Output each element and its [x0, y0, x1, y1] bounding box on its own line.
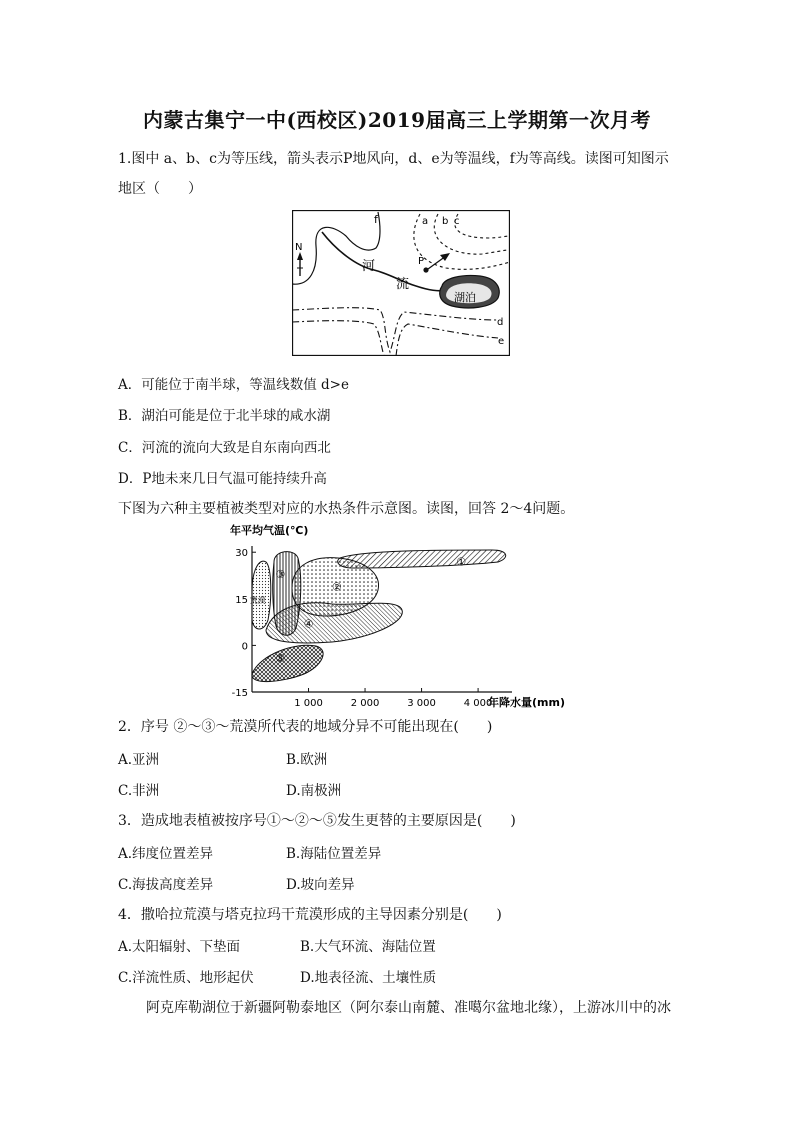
- q1-option-a: A．可能位于南半球，等温线数值 d>e: [118, 377, 349, 393]
- region-label: ①: [456, 555, 467, 569]
- y-tick-label: -15: [231, 688, 248, 699]
- map-label-b: b: [442, 216, 449, 227]
- chart-ylabel: 年平均气温(℃): [230, 524, 309, 537]
- q4-option-c: C.洋流性质、地形起伏: [118, 970, 254, 986]
- region-label: 荒漠: [249, 595, 266, 605]
- q1-stem-line2: 地区（ ）: [118, 181, 202, 197]
- region-5-shape: [252, 645, 323, 681]
- q2-option-c: C.非洲: [118, 783, 160, 799]
- map-label-f: f: [374, 213, 378, 226]
- y-tick-label: 30: [235, 548, 248, 560]
- q4-option-d: D.地表径流、土壤性质: [300, 970, 437, 986]
- region-label: ②: [331, 580, 342, 594]
- x-tick-label: 3 000: [407, 698, 436, 709]
- intro-2-4: 下图为六种主要植被类型对应的水热条件示意图。读图，回答 2～4问题。: [118, 501, 575, 517]
- map-label-d: d: [497, 317, 504, 328]
- q3-stem: 3．造成地表植被按序号①～②～⑤发生更替的主要原因是( ): [118, 813, 516, 829]
- q3-option-c: C.海拔高度差异: [118, 877, 214, 893]
- map-label-p: P: [418, 256, 425, 267]
- y-tick-label: 0: [241, 641, 248, 653]
- q3-option-a: A.纬度位置差异: [118, 846, 214, 862]
- q1-option-d: D．P地未来几日气温可能持续升高: [118, 471, 327, 487]
- map-label-c: c: [454, 216, 460, 227]
- x-tick-label: 1 000: [294, 698, 323, 709]
- x-tick-label: 4 000: [463, 698, 493, 709]
- q1-option-c: C．河流的流向大致是自东南向西北: [118, 440, 331, 456]
- y-tick-label: 15: [235, 594, 248, 606]
- q1-map-figure: [292, 210, 510, 356]
- passage-text: 阿克库勒湖位于新疆阿勒泰地区（阿尔泰山南麓、准噶尔盆地北缘），上游冰川中的冰: [146, 1000, 671, 1016]
- x-tick-label: 2 000: [350, 698, 380, 709]
- exam-title: 内蒙古集宁一中(西校区)2019届高三上学期第一次月考: [142, 108, 652, 132]
- map-label-a: a: [422, 216, 429, 227]
- north-label: N: [295, 242, 303, 253]
- vegetation-chart: [222, 520, 574, 710]
- lake-label: 湖泊: [454, 291, 476, 304]
- q4-option-a: A.太阳辐射、下垫面: [118, 939, 241, 955]
- chart-xlabel: 年降水量(mm): [488, 696, 565, 709]
- q2-option-b: B.欧洲: [286, 752, 328, 768]
- q3-option-d: D.坡向差异: [286, 877, 355, 893]
- region-label: ④: [303, 617, 314, 631]
- q4-stem: 4．撒哈拉荒漠与塔克拉玛干荒漠形成的主导因素分别是( ): [118, 907, 502, 923]
- region-label: ③: [275, 567, 286, 581]
- region-label: ⑤: [275, 651, 286, 665]
- q4-option-b: B.大气环流、海陆位置: [300, 939, 436, 955]
- q1-option-b: B．湖泊可能是位于北半球的咸水湖: [118, 408, 331, 424]
- q2-option-d: D.南极洲: [286, 783, 342, 799]
- q3-option-b: B.海陆位置差异: [286, 846, 382, 862]
- map-label-e: e: [498, 336, 505, 347]
- region-4-shape: [266, 603, 402, 643]
- q2-stem: 2．序号 ②～③～荒漠所代表的地域分异不可能出现在( ): [118, 719, 493, 735]
- river-char-1: 河: [362, 259, 376, 274]
- river-char-2: 流: [396, 277, 410, 292]
- q2-option-a: A.亚洲: [118, 752, 160, 768]
- q1-stem-line1: 1.图中 a、b、c为等压线，箭头表示P地风向，d、e为等温线，f为等高线。读图可知图示: [118, 151, 669, 167]
